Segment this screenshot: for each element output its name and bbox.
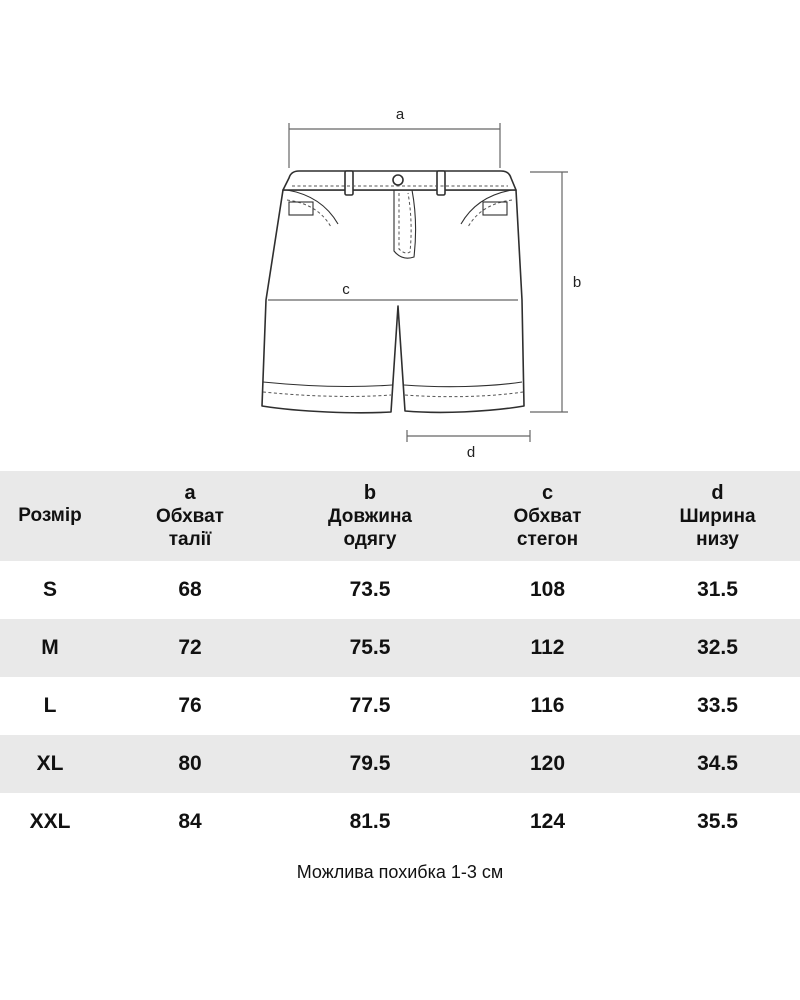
table-row	[0, 793, 800, 851]
shorts-diagram	[0, 0, 800, 470]
cell-value: 112	[530, 636, 565, 659]
belt-loop-right	[437, 171, 445, 195]
cell-value: 31.5	[697, 578, 738, 601]
dimension-d	[407, 430, 530, 461]
cell-value: 34.5	[697, 752, 738, 775]
shorts-body	[262, 190, 524, 413]
cell-value: 68	[178, 578, 202, 601]
header-hips	[460, 471, 635, 561]
cell-size: XL	[36, 752, 64, 775]
table-row	[0, 561, 800, 619]
cell-value: 80	[178, 752, 202, 775]
dimension-label-c: c	[342, 281, 350, 298]
header-hem-width	[635, 471, 800, 561]
belt-loop-left	[345, 171, 353, 195]
dimension-label-b: b	[572, 274, 582, 291]
cell-value: 120	[529, 752, 566, 775]
cell-value: 124	[529, 810, 566, 833]
dimension-label-d: d	[466, 444, 476, 461]
cell-value: 79.5	[349, 752, 391, 775]
header-text: Обхват	[513, 506, 582, 527]
cell-value: 108	[529, 578, 566, 601]
cell-value: 73.5	[349, 578, 391, 601]
tolerance-note: Можлива похибка 1-3 см	[296, 862, 504, 882]
cell-value: 76	[178, 694, 202, 717]
cell-value: 116	[530, 694, 565, 717]
header-text: низу	[696, 529, 739, 550]
cell-value: 33.5	[697, 694, 738, 717]
header-letter: a	[184, 482, 196, 504]
header-text: Ширина	[679, 506, 756, 527]
table-row	[0, 735, 800, 793]
size-table	[0, 471, 800, 851]
dimension-label-a: a	[395, 106, 405, 123]
header-waist	[100, 471, 280, 561]
header-text: Довжина	[328, 506, 412, 527]
table-header-row	[0, 471, 800, 561]
header-text: Обхват	[156, 506, 224, 527]
header-letter: d	[711, 482, 724, 504]
cell-size: M	[41, 636, 59, 659]
cell-value: 72	[178, 636, 202, 659]
shorts-illustration	[262, 171, 524, 413]
cell-value: 35.5	[697, 810, 738, 833]
header-size-label: Розмір	[18, 505, 82, 526]
cell-value: 32.5	[697, 636, 738, 659]
header-text: стегон	[516, 529, 579, 550]
cell-value: 84	[178, 810, 202, 833]
dimension-b	[530, 172, 581, 412]
cell-size: L	[43, 694, 57, 717]
cell-value: 81.5	[349, 810, 391, 833]
cell-size: XXL	[29, 810, 71, 833]
cell-size: S	[42, 578, 57, 601]
header-text: талії	[168, 529, 212, 550]
header-letter: b	[363, 482, 377, 504]
dimension-a	[289, 106, 500, 168]
header-text: одягу	[343, 529, 397, 550]
cell-value: 75.5	[349, 636, 391, 659]
cell-value: 77.5	[349, 694, 391, 717]
header-length	[280, 471, 460, 561]
header-letter: c	[541, 482, 554, 504]
button	[393, 175, 403, 185]
header-size	[0, 471, 100, 561]
table-row	[0, 619, 800, 677]
table-row	[0, 677, 800, 735]
